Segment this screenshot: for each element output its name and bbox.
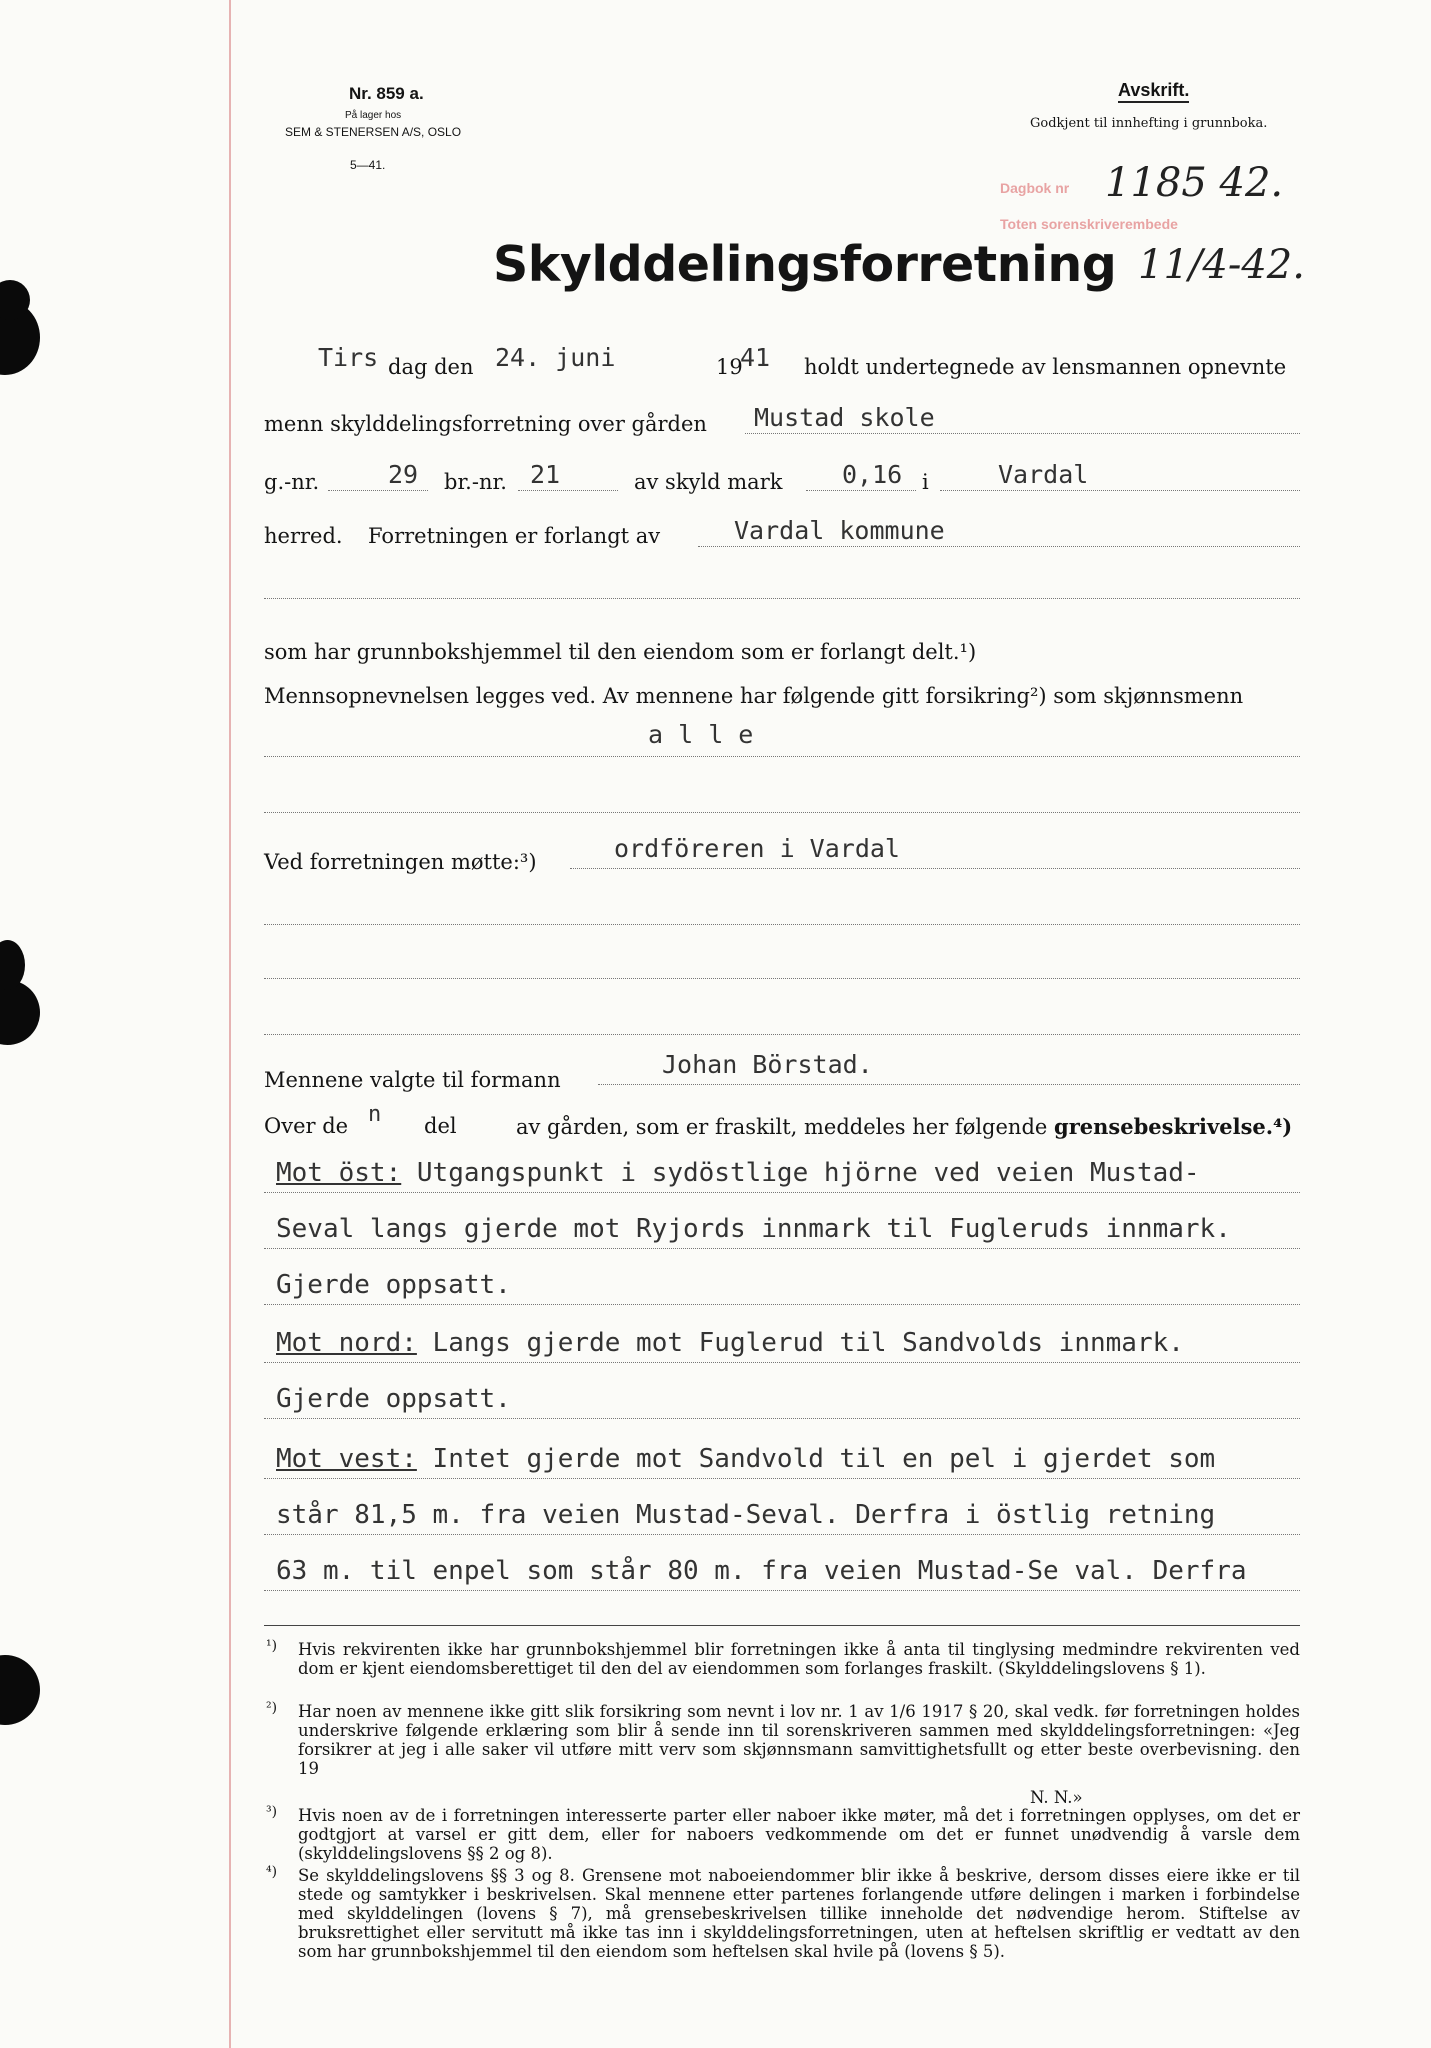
gnr-line	[328, 490, 428, 491]
met-label: Ved forretningen møtte:³)	[264, 850, 537, 874]
footnote-text: Hvis rekvirenten ikke har grunnbokshjemmel blir forretningen ikke å anta til tinglysing medmindre rekvirenten ved dom er kjent eiendomsberettiget til den del av eiendommen som forlanges fraskilt. (Skylddelingslovens § 1).	[298, 1640, 1300, 1678]
footnote-number: ²)	[266, 1700, 278, 1716]
diary-number: 1185 42.	[1105, 160, 1284, 206]
chair-label: Mennene valgte til formann	[264, 1068, 561, 1092]
year-prefix: 19	[716, 355, 743, 379]
municipality-line	[940, 490, 1300, 491]
boundary-line-heading: Mot öst:	[276, 1158, 402, 1188]
skyld-line	[806, 490, 916, 491]
boundary-line	[276, 1328, 1184, 1358]
day-label: dag den	[388, 355, 474, 379]
met-value: ordföreren i Vardal	[614, 834, 900, 863]
del-label: del	[424, 1114, 457, 1138]
intro-text: holdt undertegnede av lensmannen opnevnte	[804, 355, 1287, 379]
boundary-line-heading: Mot vest:	[276, 1444, 417, 1474]
over-suffix: n	[368, 1102, 382, 1127]
requested-by: Vardal kommune	[734, 516, 945, 545]
gnr-value: 29	[388, 460, 419, 489]
day-prefix: Tirs	[318, 343, 379, 372]
insured-line	[264, 756, 1300, 757]
punch-hole-bottom	[0, 1655, 40, 1725]
boundary-line-text: Gjerde oppsatt.	[276, 1270, 511, 1300]
boundary-line-rule	[264, 1304, 1300, 1305]
gnr-label: g.-nr.	[264, 470, 320, 494]
boundary-line	[276, 1384, 511, 1414]
form-number: Nr. 859 a.	[349, 84, 424, 103]
blank-line-3	[264, 924, 1300, 925]
margin-rule	[229, 0, 231, 2048]
year-suffix: 41	[740, 343, 771, 372]
boundary-line-rule	[264, 1362, 1300, 1363]
boundary-intro-text: av gården, som er fraskilt, meddeles her følgende	[516, 1115, 1048, 1139]
publisher-line2: SEM & STENERSEN A/S, OSLO	[285, 125, 462, 139]
boundary-line	[276, 1556, 1247, 1586]
boundary-line	[276, 1270, 511, 1300]
boundary-line-text: Seval langs gjerde mot Ryjords innmark til Fugleruds innmark.	[276, 1214, 1231, 1244]
date-value: 24. juni	[495, 343, 616, 372]
blank-line-1	[264, 598, 1300, 599]
met-line	[570, 868, 1300, 869]
footnote-rule	[264, 1625, 1300, 1626]
appointment-text: Mennsopnevnelsen legges ved. Av mennene har følgende gitt forsikring²) som skjønnsmenn	[264, 684, 1244, 708]
boundary-line	[276, 1444, 1215, 1474]
boundary-bold: grensebeskrivelse.⁴)	[1054, 1114, 1293, 1139]
boundary-line-rule	[264, 1248, 1300, 1249]
stamp-line2: Toten sorenskriverembede	[1000, 216, 1178, 232]
diary-date: 11/4-42.	[1138, 242, 1305, 288]
copy-label: Avskrift.	[1118, 80, 1189, 103]
footnote-number: ⁴)	[266, 1864, 278, 1880]
footnote-number: ¹)	[266, 1638, 278, 1654]
boundary-line-rule	[264, 1418, 1300, 1419]
chair-value: Johan Börstad.	[662, 1050, 873, 1079]
boundary-line-rule	[264, 1534, 1300, 1535]
footnote-number: ³)	[266, 1804, 278, 1820]
boundary-line-text: Utgangspunkt i sydöstlige hjörne ved veien Mustad-	[401, 1158, 1200, 1188]
chair-line	[598, 1084, 1300, 1085]
approval-text: Godkjent til innhefting i grunnboka.	[1030, 116, 1268, 131]
farm-name: Mustad skole	[754, 403, 935, 432]
requested-line	[698, 546, 1300, 547]
boundary-line	[276, 1158, 1200, 1188]
publisher-line1: På lager hos	[345, 110, 402, 121]
boundary-line-rule	[264, 1590, 1300, 1591]
footnote-text: Har noen av mennene ikke gitt slik forsikring som nevnt i lov nr. 1 av 1/6 1917 § 20, skal vedk. før forretningen holdes underskrive følgende erklæring som blir å sende inn til sorenskriveren sammen med skylddelingsforretningen: «Jeg forsikrer at jeg i alle saker vil utføre mitt verv som skjønnsmann samvittighetsfullt og etter beste overbevisning. den 19	[298, 1702, 1300, 1778]
footnote-text: Hvis noen av de i forretningen interesserte parter eller naboer ikke møter, må det i forretningen opplyses, om det er godtgjort at varsel er gitt dem, eller for naboers vedkommende om det er funnet unødvendig å varsle dem (skylddelingslovens §§ 2 og 8).	[298, 1806, 1300, 1863]
stamp-line1: Dagbok nr	[1000, 180, 1070, 196]
boundary-line-rule	[264, 1192, 1300, 1193]
boundary-line-heading: Mot nord:	[276, 1328, 417, 1358]
blank-line-2	[264, 812, 1300, 813]
footnote-text: Se skylddelingslovens §§ 3 og 8. Grensene mot naboeiendommer blir ikke å beskrive, dersom disses eiere ikke er til stede og samtykker i beskrivelsen. Skal mennene etter partenes forlangende utføre delingen i marken i forbindelse med skylddelingen (lovens § 7), må grensebeskrivelsen tillike inneholde det nødvendige herom. Stiftelse av bruksrettighet eller servitutt må ikke tas inn i skylddelingsforretningen, uten at heftelsen skriftlig er vedtatt av den som har grunnbokshjemmel til den eiendom som heftelsen skal hvile på (lovens § 5).	[298, 1866, 1300, 1961]
boundary-intro	[516, 1114, 1292, 1139]
boundary-line-rule	[264, 1478, 1300, 1479]
boundary-line-text: står 81,5 m. fra veien Mustad-Seval. Derfra i östlig retning	[276, 1500, 1216, 1530]
boundary-line-text: Langs gjerde mot Fuglerud til Sandvolds innmark.	[416, 1328, 1184, 1358]
farm-label: menn skylddelingsforretning over gården	[264, 412, 707, 436]
skyld-value: 0,16	[842, 460, 903, 489]
grunnbok-text: som har grunnbokshjemmel til den eiendom som er forlangt delt.¹)	[264, 640, 977, 664]
i-label: i	[922, 470, 929, 494]
herred-label: herred.	[264, 524, 343, 548]
over-label: Over de	[264, 1114, 349, 1138]
boundary-line	[276, 1500, 1215, 1530]
skyld-label: av skyld mark	[634, 470, 783, 494]
boundary-line-text: Gjerde oppsatt.	[276, 1384, 511, 1414]
blank-line-5	[264, 1034, 1300, 1035]
requested-label: Forretningen er forlangt av	[368, 524, 661, 548]
publisher-date: 5—41.	[350, 158, 386, 172]
page-title: Skylddelingsforretning	[493, 236, 1117, 293]
bnr-label: br.-nr.	[444, 470, 507, 494]
boundary-line	[276, 1214, 1231, 1244]
insured-value: a l l e	[648, 720, 754, 749]
bnr-line	[518, 490, 618, 491]
footnote-text: N. N.»	[1030, 1788, 1083, 1807]
bnr-value: 21	[530, 460, 561, 489]
municipality: Vardal	[998, 460, 1089, 489]
boundary-line-text: Intet gjerde mot Sandvold til en pel i gjerdet som	[416, 1444, 1216, 1474]
farm-line	[745, 433, 1300, 434]
boundary-line-text: 63 m. til enpel som står 80 m. fra veien Mustad-Se val. Derfra	[276, 1556, 1247, 1586]
blank-line-4	[264, 978, 1300, 979]
